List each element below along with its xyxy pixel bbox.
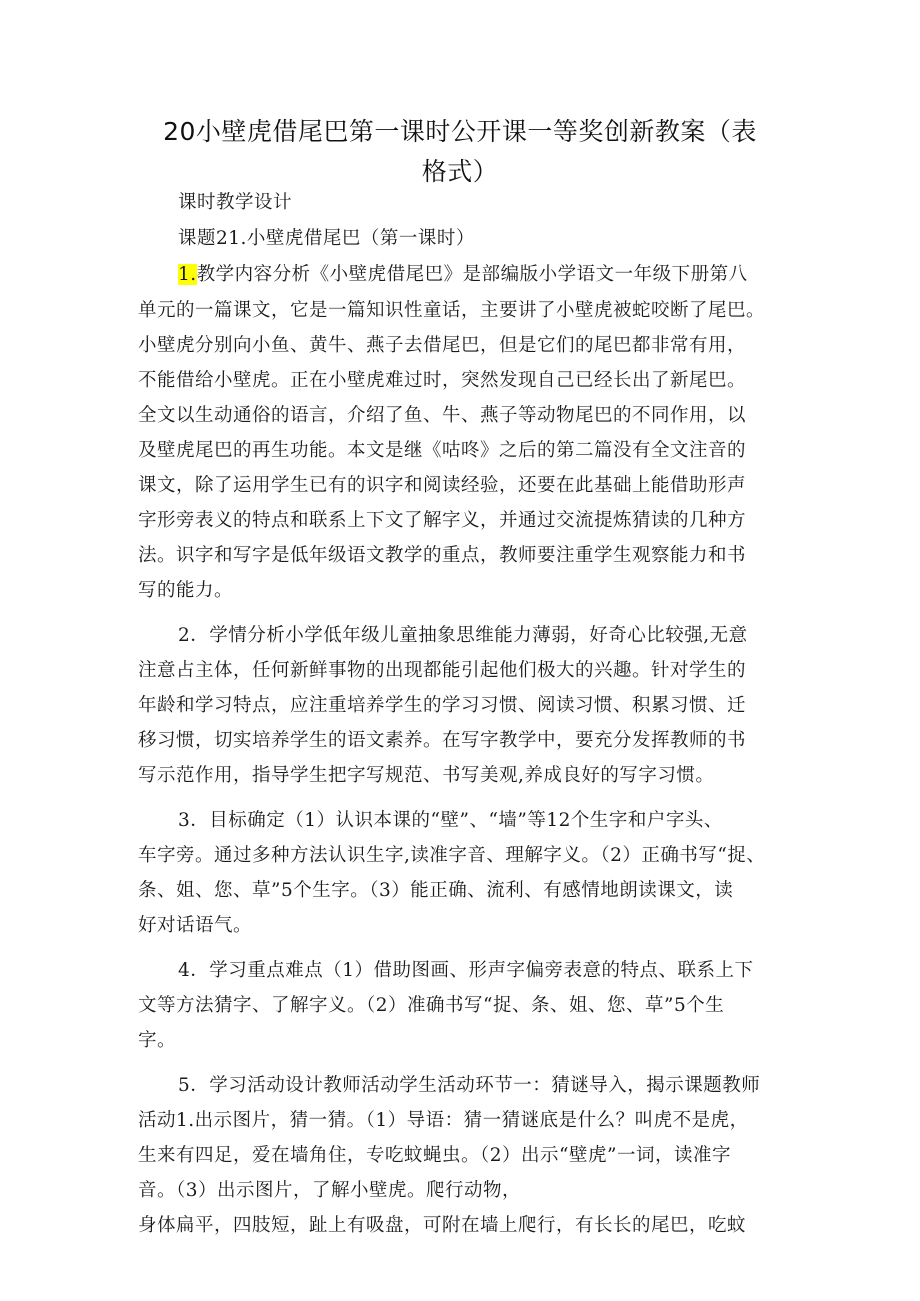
paragraph-2-line-5: 写示范作用，指导学生把字写规范、书写美观,养成良好的写字习惯。: [138, 765, 715, 786]
paragraph-1-line-5: 全文以生动通俗的语言，介绍了鱼、牛、燕子等动物尾巴的不同作用，以: [138, 405, 747, 426]
paragraph-3-line-2: 车字旁。通过多种方法认识生字,读准字音、理解字义。（2）正确书写“捉、: [138, 845, 766, 866]
paragraph-3-line-1: 3．目标确定（1）认识本课的“壁”、“墙”等12个生字和户字头、: [178, 810, 723, 831]
paragraph-1-line-10: 写的能力。: [138, 580, 234, 601]
paragraph-1-line-4: 不能借给小壁虎。正在小壁虎难过时，突然发现自己已经长出了新尾巴。: [138, 370, 747, 391]
paragraph-1-line-3: 小壁虎分别向小鱼、黄牛、燕子去借尾巴，但是它们的尾巴都非常有用，: [138, 335, 747, 356]
paragraph-1-line-2: 单元的一篇课文，它是一篇知识性童话，主要讲了小壁虎被蛇咬断了尾巴。: [138, 300, 766, 321]
paragraph-1-line-9: 法。识字和写字是低年级语文教学的重点，教师要注重学生观察能力和书: [138, 545, 747, 566]
highlight-marker: 1.: [178, 264, 197, 285]
paragraph-3-line-3: 条、姐、您、草”5个生字。（3）能正确、流利、有感情地朗读课文，读: [138, 880, 734, 901]
title-line-1: 20小壁虎借尾巴第一课时公开课一等奖创新教案（表: [163, 117, 757, 146]
paragraph-5-line-3: 生来有四足，爱在墙角住，专吃蚊蝇虫。（2）出示“壁虎”一词，读准字: [138, 1145, 731, 1166]
paragraph-1-line-1: 1.教学内容分析《小壁虎借尾巴》是部编版小学语文一年级下册第八: [178, 264, 748, 285]
paragraph-4-line-3: 字。: [138, 1030, 177, 1051]
paragraph-3-line-4: 好对话语气。: [138, 915, 253, 936]
paragraph-2-line-2: 注意占主体，任何新鲜事物的出现都能引起他们极大的兴趣。针对学生的: [138, 660, 747, 681]
paragraph-5-line-5: 身体扁平，四肢短，趾上有吸盘，可附在墙上爬行，有长长的尾巴，吃蚊: [138, 1215, 747, 1236]
title-line-2: 格式）: [421, 157, 499, 186]
paragraph-5-line-1: 5．学习活动设计教师活动学生活动环节一：猜谜导入，揭示课题教师: [178, 1075, 761, 1096]
lesson-title: 课题21.小壁虎借尾巴（第一课时）: [178, 228, 475, 249]
paragraph-4-line-1: 4．学习重点难点（1）借助图画、形声字偏旁表意的特点、联系上下: [178, 960, 754, 981]
paragraph-5-line-4: 音。（3）出示图片，了解小壁虎。爬行动物，: [138, 1180, 522, 1201]
paragraph-1-line-7: 课文，除了运用学生已有的识字和阅读经验，还要在此基础上能借助形声: [138, 475, 747, 496]
paragraph-1-line-6: 及壁虎尾巴的再生功能。本文是继《咕咚》之后的第二篇没有全文注音的: [138, 440, 747, 461]
meta-heading: 课时教学设计: [178, 192, 293, 213]
paragraph-2-line-4: 移习惯，切实培养学生的语文素养。在写字教学中，要充分发挥教师的书: [138, 730, 747, 751]
paragraph-2-line-1: 2．学情分析小学低年级儿童抽象思维能力薄弱，好奇心比较强,无意: [178, 625, 748, 646]
paragraph-4-line-2: 文等方法猜字、了解字义。（2）准确书写“捉、条、姐、您、草”5个生: [138, 995, 725, 1016]
paragraph-5-line-2: 活动1.出示图片，猜一猜。（1）导语：猜一猜谜底是什么？叫虎不是虎，: [138, 1110, 749, 1131]
paragraph-2-line-3: 年龄和学习特点，应注重培养学生的学习习惯、阅读习惯、积累习惯、迁: [138, 695, 747, 716]
document-title: [130, 112, 790, 192]
paragraph-1-line-8: 字形旁表义的特点和联系上下文了解字义，并通过交流提炼猜读的几种方: [138, 510, 747, 531]
